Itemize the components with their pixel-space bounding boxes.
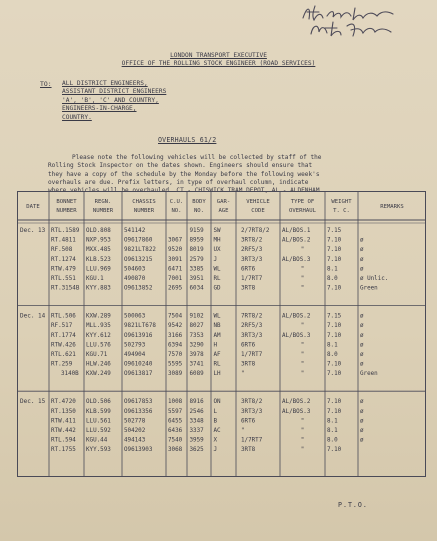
table-cell: " bbox=[241, 371, 245, 378]
recipient-line: ALL DISTRICT ENGINEERS, bbox=[62, 80, 148, 87]
table-cell: ø bbox=[360, 256, 364, 263]
table-cell: H bbox=[213, 342, 218, 349]
table-cell: 7.10 bbox=[327, 447, 342, 454]
table-cell: ø Unlic. bbox=[360, 276, 389, 282]
table-cell: AL/BOS.3 bbox=[282, 332, 311, 339]
table-cell: 3337 bbox=[189, 428, 204, 434]
table-cell: 7.10 bbox=[327, 361, 342, 368]
column-header: REMARKS bbox=[380, 204, 404, 210]
table-cell: KYY.593 bbox=[86, 447, 111, 454]
column-header: NUMBER bbox=[56, 208, 77, 214]
table-cell: O9613916 bbox=[124, 332, 153, 339]
table-cell: 3091 bbox=[168, 256, 183, 263]
table-cell: AL/BOS.3 bbox=[282, 408, 311, 415]
table-cell: " bbox=[300, 276, 305, 282]
table-cell: 7.15 bbox=[327, 228, 342, 234]
column-header: VEHICLE bbox=[246, 199, 270, 205]
table-cell: 3951 bbox=[189, 276, 204, 282]
table-cell: 504202 bbox=[124, 428, 146, 434]
recipient-list bbox=[62, 80, 166, 122]
table-cell: 3RT3/3 bbox=[241, 256, 263, 263]
recipient-line: COUNTRY. bbox=[62, 113, 92, 121]
table-cell: NB bbox=[213, 323, 221, 330]
table-cell: 1/7RT7 bbox=[241, 352, 263, 358]
table-cell: 502793 bbox=[124, 342, 146, 349]
table-cell: 7504 bbox=[168, 313, 183, 320]
to-label: TO: bbox=[40, 80, 52, 88]
table-cell: RTW.442 bbox=[51, 428, 76, 434]
table-cell: 1/7RT7 bbox=[241, 276, 263, 282]
table-cell: AL/BOS.1 bbox=[282, 228, 311, 234]
table-cell: 490870 bbox=[124, 276, 146, 282]
table-cell: L bbox=[213, 408, 218, 415]
table-cell: RTL.594 bbox=[51, 437, 76, 444]
table-cell: 541142 bbox=[124, 228, 146, 234]
table-cell: 5595 bbox=[168, 361, 183, 368]
table-cell: 3RT3/3 bbox=[241, 332, 263, 339]
date-cell: Dec. 13 bbox=[20, 227, 46, 234]
column-header: AGE bbox=[218, 208, 229, 214]
table-cell: UX bbox=[213, 247, 221, 254]
table-cell: 8959 bbox=[189, 237, 204, 244]
column-header: DATE bbox=[26, 204, 40, 210]
table-cell: RTL.551 bbox=[51, 276, 76, 282]
table-cell: 6RT6 bbox=[241, 266, 256, 273]
table-cell: 5597 bbox=[168, 408, 183, 415]
column-header: NUMBER bbox=[133, 208, 155, 214]
table-cell: RTW.479 bbox=[51, 266, 76, 273]
table-cell: KLB.599 bbox=[86, 408, 111, 415]
table-cell: X bbox=[213, 437, 218, 444]
table-cell: 3741 bbox=[189, 361, 204, 368]
document-title: OVERHAULS 61/2 bbox=[158, 136, 217, 144]
table-cell: WL bbox=[213, 266, 221, 273]
table-cell: O9617853 bbox=[124, 399, 153, 406]
intro-line: Please note the following vehicles will be collected by staff of the bbox=[72, 154, 322, 161]
table-cell: 3625 bbox=[189, 447, 204, 454]
table-cell: 500063 bbox=[124, 313, 146, 320]
table-cell: " bbox=[300, 342, 305, 349]
table-cell: ø bbox=[360, 361, 364, 368]
table-cell: 1008 bbox=[168, 399, 183, 406]
table-cell: 3RT8/2 bbox=[241, 399, 263, 406]
table-cell: RF.508 bbox=[51, 247, 73, 254]
column-header: GAR- bbox=[216, 199, 231, 205]
table-cell: AL/BOS.2 bbox=[282, 237, 311, 244]
table-cell: HLW.246 bbox=[86, 361, 111, 368]
column-header: C.U. bbox=[169, 199, 184, 205]
table-cell: KGU.71 bbox=[86, 352, 108, 358]
table-cell: ø bbox=[360, 418, 364, 425]
table-cell: AL/BOS.2 bbox=[282, 399, 311, 406]
table-cell: GD bbox=[213, 285, 221, 292]
table-cell: MXX.485 bbox=[86, 247, 111, 254]
table-cell: RT.4811 bbox=[51, 237, 76, 244]
table-cell: RTW.411 bbox=[51, 418, 76, 425]
table-cell: 3RT3/3 bbox=[241, 408, 263, 415]
table-cell: ø bbox=[360, 237, 364, 244]
table-cell: 6RT6 bbox=[241, 418, 256, 425]
table-cell: O9613903 bbox=[124, 447, 153, 454]
table-cell: 2579 bbox=[189, 256, 204, 263]
table-cell: OLD.808 bbox=[86, 228, 111, 234]
table-cell: 2546 bbox=[189, 408, 204, 415]
table-cell: ø bbox=[360, 313, 364, 320]
intro-line: Rolling Stock Inspector on the dates shown. Engineers should ensure that bbox=[48, 162, 313, 170]
table-cell: " bbox=[300, 371, 305, 378]
table-cell: " bbox=[300, 418, 305, 425]
table-cell: 504603 bbox=[124, 266, 146, 273]
table-cell: " bbox=[300, 247, 305, 254]
column-header: CHASSIS bbox=[132, 199, 156, 205]
table-cell: ø bbox=[360, 408, 364, 415]
table-cell: LLU.561 bbox=[86, 418, 111, 425]
intro-line: they have a copy of the schedule by the Monday before the following week's bbox=[48, 170, 320, 178]
table-cell: 8.1 bbox=[327, 266, 338, 273]
table-cell: LLU.969 bbox=[86, 266, 111, 273]
table-cell: KXW.249 bbox=[86, 371, 111, 378]
table-cell: 8019 bbox=[189, 247, 204, 254]
table-cell: O9613356 bbox=[124, 408, 153, 415]
table-cell: Green bbox=[360, 285, 378, 292]
table-cell: 7570 bbox=[168, 352, 183, 358]
table-cell: RT.259 bbox=[51, 361, 73, 368]
table-cell: 3166 bbox=[168, 332, 183, 339]
table-cell: 7540 bbox=[168, 437, 183, 444]
table-cell: ø bbox=[360, 332, 364, 339]
table-cell: RT.1274 bbox=[51, 256, 76, 263]
table-cell: " bbox=[300, 428, 305, 434]
table-cell: O9613852 bbox=[124, 285, 153, 292]
table-cell: MH bbox=[213, 237, 221, 244]
table-cell: 9542 bbox=[168, 323, 183, 330]
table-cell: 8.0 bbox=[327, 276, 338, 282]
table-cell: 6089 bbox=[189, 371, 204, 378]
table-cell: " bbox=[300, 352, 305, 358]
table-cell: ø bbox=[360, 323, 364, 330]
table-cell: KGU.1 bbox=[86, 276, 104, 282]
table-cell: 6436 bbox=[168, 428, 183, 434]
table-cell: 9159 bbox=[189, 228, 204, 234]
table-cell: 2RF5/3 bbox=[241, 247, 263, 254]
table-cell: WL bbox=[213, 313, 221, 320]
table-cell: ø bbox=[360, 399, 364, 406]
header-line-1: LONDON TRANSPORT EXECUTIVE bbox=[170, 52, 267, 59]
table-cell: ø bbox=[360, 247, 364, 254]
table-cell: " bbox=[300, 285, 305, 292]
table-cell: KLB.523 bbox=[86, 256, 111, 263]
column-header: BODY bbox=[192, 199, 206, 205]
column-header: NO. bbox=[171, 208, 182, 214]
table-cell: RT.1350 bbox=[51, 408, 76, 415]
table-cell: 7.10 bbox=[327, 371, 342, 378]
table-cell: SW bbox=[213, 228, 221, 234]
table-cell: 7.10 bbox=[327, 285, 342, 292]
table-cell: 8.1 bbox=[327, 342, 338, 349]
table-cell: O9613817 bbox=[124, 371, 153, 378]
table-cell: AL/BOS.2 bbox=[282, 313, 311, 320]
overhaul-schedule-table bbox=[17, 191, 426, 477]
table-cell: 7.10 bbox=[327, 408, 342, 415]
table-cell: AF bbox=[213, 352, 221, 358]
table-cell: 3348 bbox=[189, 418, 204, 425]
letterhead bbox=[0, 52, 437, 68]
table-cell: 8.0 bbox=[327, 352, 338, 358]
table-cell: RT.3154B bbox=[51, 285, 80, 292]
table-cell: " bbox=[300, 361, 305, 368]
table-cell: 2RF5/3 bbox=[241, 323, 263, 330]
table-cell: 3067 bbox=[168, 237, 183, 244]
table-cell: OLD.506 bbox=[86, 399, 111, 406]
table-cell: ø bbox=[360, 437, 364, 444]
table-cell: 8916 bbox=[189, 399, 204, 406]
column-header: NUMBER bbox=[92, 208, 114, 214]
table-cell: KGU.44 bbox=[86, 437, 108, 444]
table-cell: ø bbox=[360, 428, 364, 434]
table-cell: 9821LT822 bbox=[124, 247, 156, 254]
table-cell: ø bbox=[360, 352, 364, 358]
table-cell: J bbox=[213, 447, 218, 454]
table-cell: " bbox=[241, 428, 245, 434]
table-cell: Green bbox=[360, 371, 378, 378]
table-cell: 6455 bbox=[168, 418, 183, 425]
table-cell: 7001 bbox=[168, 276, 183, 282]
table-cell: KYY.883 bbox=[86, 285, 111, 292]
table-cell: 6034 bbox=[189, 285, 204, 292]
table-cell: RTL.506 bbox=[51, 313, 76, 320]
table-cell: 8.1 bbox=[327, 428, 338, 434]
recipient-line: ASSISTANT DISTRICT ENGINEERS bbox=[62, 88, 167, 96]
table-cell: 494143 bbox=[124, 437, 146, 444]
page-turn-note: P.T.O. bbox=[338, 501, 368, 509]
table-cell: RTL.1589 bbox=[51, 228, 80, 234]
table-cell: 3978 bbox=[189, 352, 204, 358]
table-cell: 3RT8 bbox=[241, 361, 256, 368]
handwritten-signature bbox=[297, 2, 407, 42]
table-cell: RF.517 bbox=[51, 323, 73, 330]
table-cell: 3385 bbox=[189, 266, 204, 273]
table-cell: " bbox=[300, 447, 305, 454]
table-cell: RTW.426 bbox=[51, 342, 76, 349]
table-cell: RL bbox=[213, 276, 221, 282]
table-cell: " bbox=[300, 437, 305, 444]
table-cell: 7.10 bbox=[327, 332, 342, 339]
table-cell: 7.10 bbox=[327, 399, 342, 406]
column-header: NO. bbox=[193, 208, 205, 214]
table-cell: KYY.612 bbox=[86, 332, 111, 339]
recipient-line: 'A', 'B', 'C' AND COUNTRY, bbox=[62, 96, 159, 104]
table-cell: 7.10 bbox=[327, 256, 342, 263]
table-cell: 8.1 bbox=[327, 418, 338, 425]
table-cell: 9821LT678 bbox=[124, 323, 156, 330]
column-header: OVERHAUL bbox=[289, 208, 316, 214]
table-cell: ø bbox=[360, 266, 364, 273]
table-cell: 6471 bbox=[168, 266, 183, 273]
table-cell: MLL.935 bbox=[86, 323, 111, 330]
table-cell: O9617860 bbox=[124, 237, 153, 244]
table-cell: KXW.289 bbox=[86, 313, 111, 320]
table-cell: 3068 bbox=[168, 447, 183, 454]
table-cell: ø bbox=[360, 342, 364, 349]
table-cell: O9610240 bbox=[124, 361, 153, 368]
table-cell: 494904 bbox=[124, 352, 146, 358]
table-cell: ON bbox=[213, 399, 221, 406]
table-cell: 7353 bbox=[189, 332, 204, 339]
intro-line: where vehicles will be overhauled. CT - CHISWICK TRAM DEPOT, AL - ALDENHAM. bbox=[48, 187, 324, 195]
date-cell: Dec. 15 bbox=[20, 398, 46, 406]
table-cell: " bbox=[300, 323, 305, 330]
column-header: REGN. bbox=[94, 199, 112, 205]
table-cell: 7.10 bbox=[327, 323, 342, 330]
column-header: WEIGHT bbox=[331, 199, 352, 205]
table-cell: RT.1755 bbox=[51, 447, 76, 454]
table-cell: 7.10 bbox=[327, 237, 342, 244]
table-cell: B bbox=[213, 418, 218, 425]
table-cell: 3RT8 bbox=[241, 285, 256, 292]
table-cell: RL bbox=[213, 361, 221, 368]
table-cell: 2695 bbox=[168, 285, 183, 292]
table-cell: AM bbox=[213, 332, 221, 339]
table-border bbox=[18, 192, 426, 477]
intro-line: overhauls are due. Prefix letters, in type of overhaul column, indicate bbox=[48, 178, 309, 186]
table-cell: 7.15 bbox=[327, 313, 342, 320]
table-cell: O9613215 bbox=[124, 256, 153, 263]
table-cell: 6394 bbox=[168, 342, 183, 349]
table-cell: 3140B bbox=[61, 371, 79, 378]
column-header: T. C. bbox=[333, 208, 350, 214]
table-cell: 3RT8/2 bbox=[241, 237, 263, 244]
table-cell: 9102 bbox=[189, 313, 204, 320]
recipient-line: ENGINEERS-IN-CHARGE, bbox=[62, 105, 137, 113]
column-header: TYPE OF bbox=[290, 199, 315, 205]
table-cell: 8.0 bbox=[327, 437, 338, 444]
table-cell: " bbox=[300, 266, 305, 273]
table-cell: LLU.592 bbox=[86, 428, 111, 434]
intro-paragraph bbox=[48, 154, 408, 195]
table-cell: J bbox=[213, 256, 218, 263]
table-cell: 502778 bbox=[124, 418, 146, 425]
date-cell: Dec. 14 bbox=[20, 312, 46, 320]
header-line-2: OFFICE OF THE ROLLING STOCK ENGINEER (ROAD SERVICES) bbox=[121, 60, 316, 67]
table-cell: 8027 bbox=[189, 323, 204, 330]
table-cell: 2/7RT8/2 bbox=[241, 228, 270, 234]
table-cell: NXP.953 bbox=[86, 237, 111, 244]
column-header: CODE bbox=[251, 208, 265, 214]
table-cell: LH bbox=[213, 371, 221, 378]
table-cell: LLU.576 bbox=[86, 342, 111, 349]
table-cell: 7.10 bbox=[327, 247, 342, 254]
table-cell: 1/7RT7 bbox=[241, 437, 263, 444]
table-cell: 3089 bbox=[168, 371, 183, 378]
table-cell: 3290 bbox=[189, 342, 204, 349]
table-cell: 9520 bbox=[168, 247, 183, 254]
table-cell: 6RT6 bbox=[241, 342, 256, 349]
table-cell: 3959 bbox=[189, 437, 204, 444]
table-cell: AL/BOS.3 bbox=[282, 256, 311, 263]
table-cell: RT.4720 bbox=[51, 399, 76, 406]
table-cell: 3RT8 bbox=[241, 447, 256, 454]
table-cell: 7RT8/2 bbox=[241, 313, 263, 320]
table-cell: AC bbox=[213, 428, 221, 434]
column-header: BONNET bbox=[56, 199, 77, 205]
table-cell: RTL.621 bbox=[51, 352, 76, 358]
table-cell: RT.1774 bbox=[51, 332, 76, 339]
